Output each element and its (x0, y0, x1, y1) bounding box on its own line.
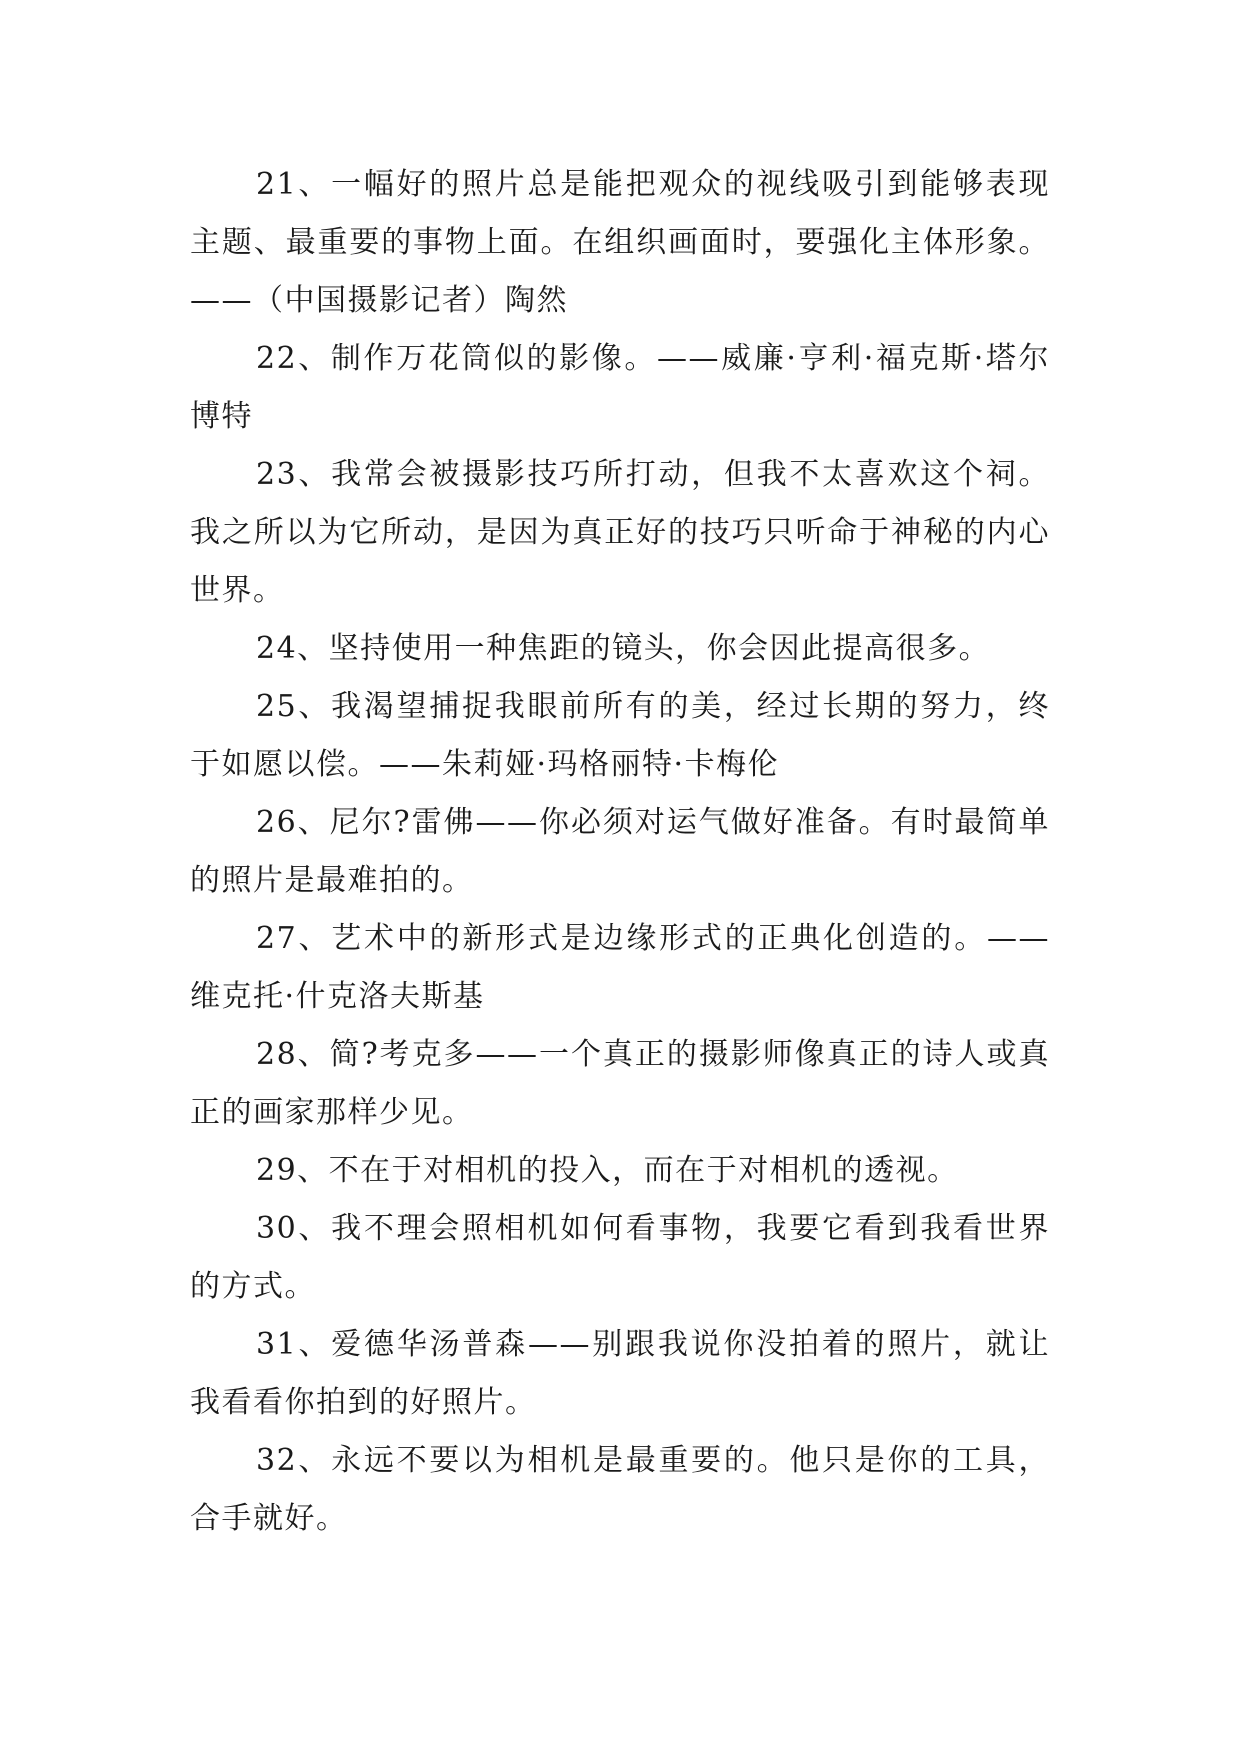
quote-paragraph: 29、不在于对相机的投入，而在于对相机的透视。 (256, 1153, 959, 1188)
quote-paragraph: 28、简?考克多——一个真正的摄影师像真正的诗人或真正的画家那样少见。 (190, 1037, 1050, 1130)
quote-paragraph: 32、永远不要以为相机是最重要的。他只是你的工具，合手就好。 (190, 1443, 1050, 1536)
quote-list (190, 156, 1050, 1548)
quote-paragraph: 31、爱德华汤普森——别跟我说你没拍着的照片，就让我看看你拍到的好照片。 (190, 1327, 1050, 1420)
quote-paragraph: 22、制作万花筒似的影像。——威廉·亨利·福克斯·塔尔博特 (190, 341, 1050, 434)
quote-paragraph: 30、我不理会照相机如何看事物，我要它看到我看世界的方式。 (190, 1211, 1050, 1304)
quote-paragraph: 21、一幅好的照片总是能把观众的视线吸引到能够表现主题、最重要的事物上面。在组织画面时，要强化主体形象。——（中国摄影记者）陶然 (190, 167, 1050, 318)
quote-paragraph: 26、尼尔?雷佛——你必须对运气做好准备。有时最简单的照片是最难拍的。 (190, 805, 1050, 898)
quote-paragraph: 24、坚持使用一种焦距的镜头，你会因此提高很多。 (256, 631, 991, 666)
quote-paragraph: 25、我渴望捕捉我眼前所有的美，经过长期的努力，终于如愿以偿。——朱莉娅·玛格丽特·卡梅伦 (190, 689, 1050, 782)
quote-paragraph: 23、我常会被摄影技巧所打动，但我不太喜欢这个祠。我之所以为它所动，是因为真正好的技巧只听命于神秘的内心世界。 (190, 457, 1050, 608)
quote-paragraph: 27、艺术中的新形式是边缘形式的正典化创造的。——维克托·什克洛夫斯基 (190, 921, 1050, 1014)
